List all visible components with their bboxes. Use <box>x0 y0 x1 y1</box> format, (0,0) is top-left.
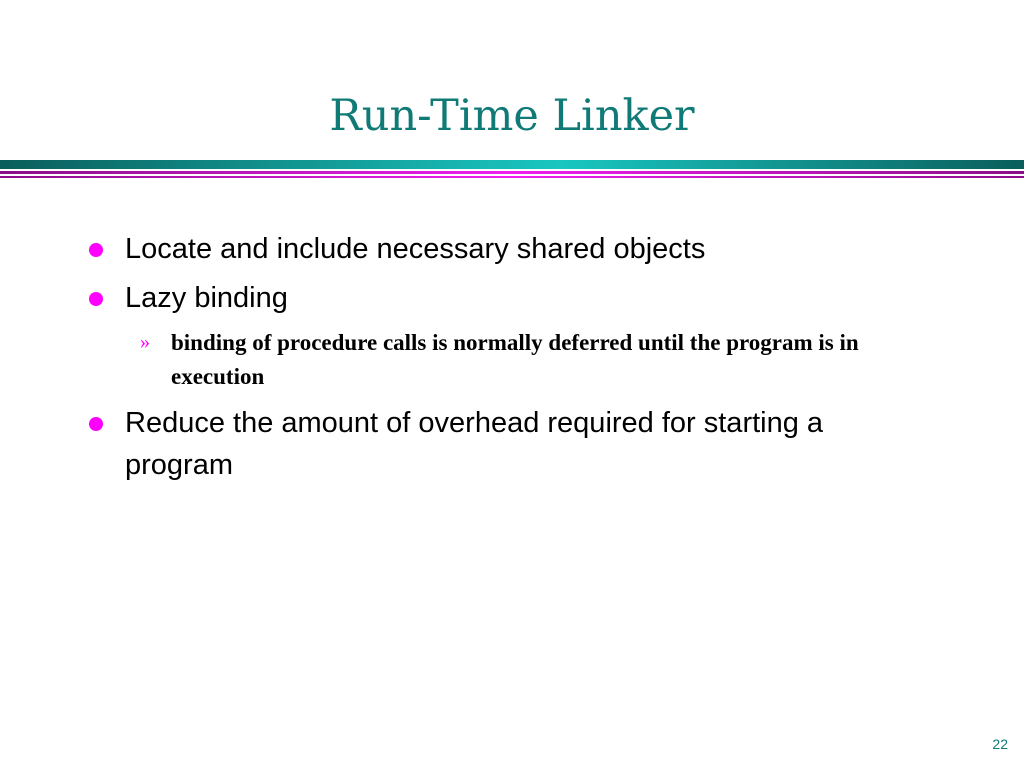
bullet-item: Lazy binding <box>125 282 288 314</box>
bullet-item: Locate and include necessary shared objects <box>125 233 706 265</box>
bullet-item: Reduce the amount of overhead required for starting a program <box>125 407 824 481</box>
bullet-dot-icon <box>89 417 103 431</box>
sub-bullet-marker-icon: » <box>140 331 150 353</box>
slide-title: Run-Time Linker <box>329 91 695 141</box>
page-number: 22 <box>992 736 1008 752</box>
bullet-dot-icon <box>89 243 103 257</box>
sub-bullet-item: binding of procedure calls is normally deferred until the program is in execution <box>171 330 859 389</box>
bullet-dot-icon <box>89 292 103 306</box>
